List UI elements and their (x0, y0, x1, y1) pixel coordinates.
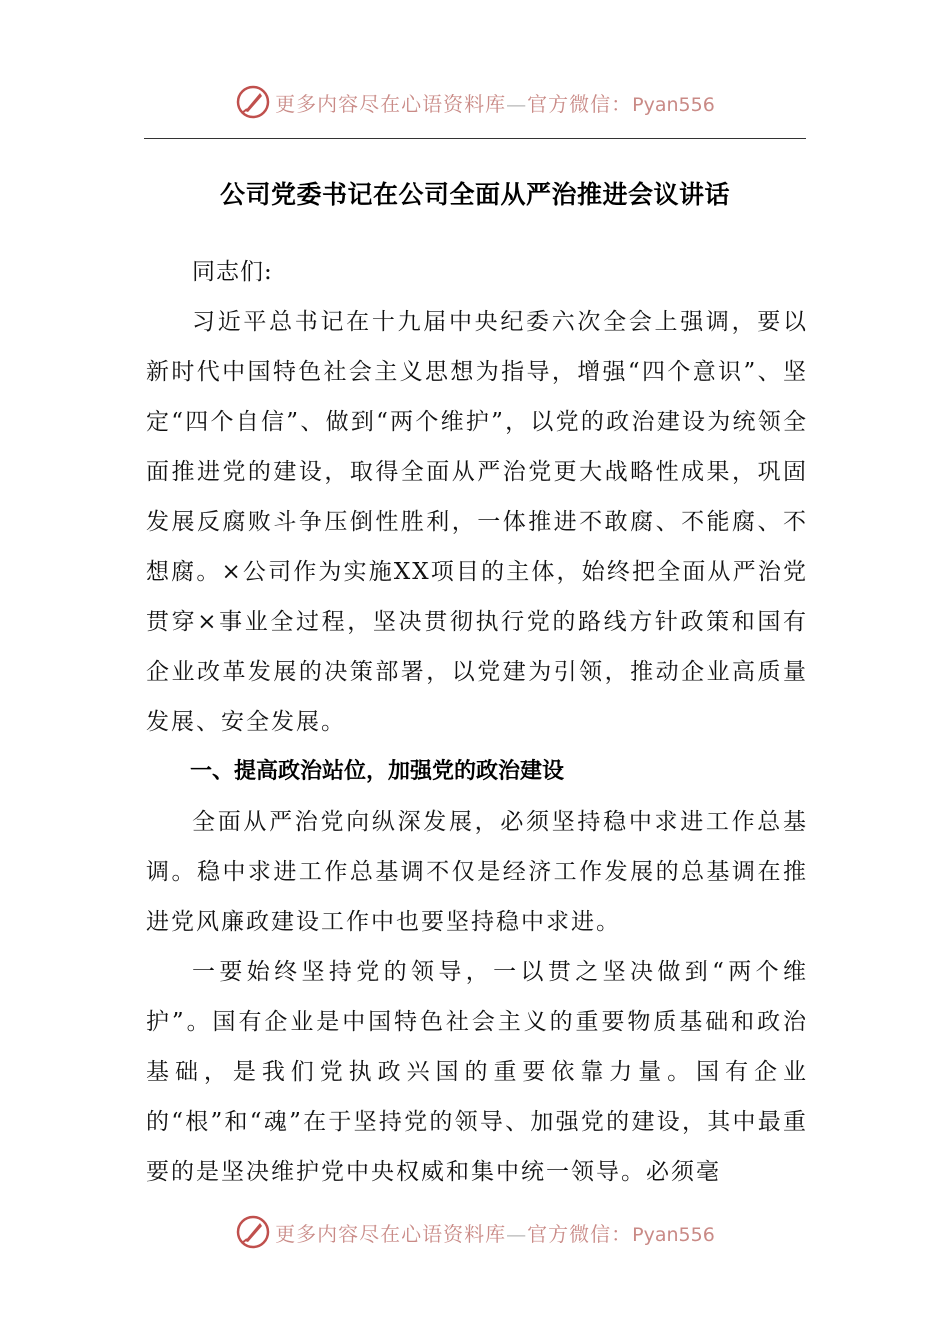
document-body (146, 247, 808, 1197)
header-watermark (0, 80, 950, 124)
salutation: 同志们: (192, 259, 273, 285)
quill-badge-icon (235, 1214, 271, 1250)
wechat-id: Pyan556 (632, 93, 715, 116)
section-heading-1: 一、提高政治站位，加强党的政治建设 (190, 759, 565, 784)
paragraph-section1-2: 一要始终坚持党的领导，一以贯之坚决做到“两个维护”。国有企业是中国特色社会主义的重要物质基础和政治基础，是我们党执政兴国的重要依靠力量。国有企业的“根”和“魂”在于坚持党的领导、加强党的建设，其中最重要的是坚决维护党中央权威和集中统一领导。必须毫 (146, 959, 808, 1185)
wechat-id: Pyan556 (632, 1223, 715, 1246)
footer-watermark (0, 1210, 950, 1254)
paragraph-section1-1: 全面从严治党向纵深发展，必须坚持稳中求进工作总基调。稳中求进工作总基调不仅是经济工作发展的总基调在推进党风廉政建设工作中也要坚持稳中求进。 (146, 809, 808, 935)
paragraph-intro: 习近平总书记在十九届中央纪委六次全会上强调，要以新时代中国特色社会主义思想为指导，增强“四个意识”、坚定“四个自信”、做到“两个维护”，以党的政治建设为统领全面推进党的建设，取得全面从严治党更大战略性成果，巩固发展反腐败斗争压倒性胜利，一体推进不敢腐、不能腐、不想腐。×公司作为实施XX项目的主体，始终把全面从严治党贯穿×事业全过程，坚决贯彻执行党的路线方针政策和国有企业改革发展的决策部署，以党建为引领，推动企业高质量发展、安全发展。 (146, 309, 808, 735)
header-divider (144, 138, 806, 139)
quill-badge-icon (235, 84, 271, 120)
watermark-text: 更多内容尽在心语资料库—官方微信：Pyan556 (275, 1221, 715, 1246)
watermark-text: 更多内容尽在心语资料库—官方微信：Pyan556 (275, 91, 715, 116)
document-title: 公司党委书记在公司全面从严治推进会议讲话 (219, 180, 730, 209)
